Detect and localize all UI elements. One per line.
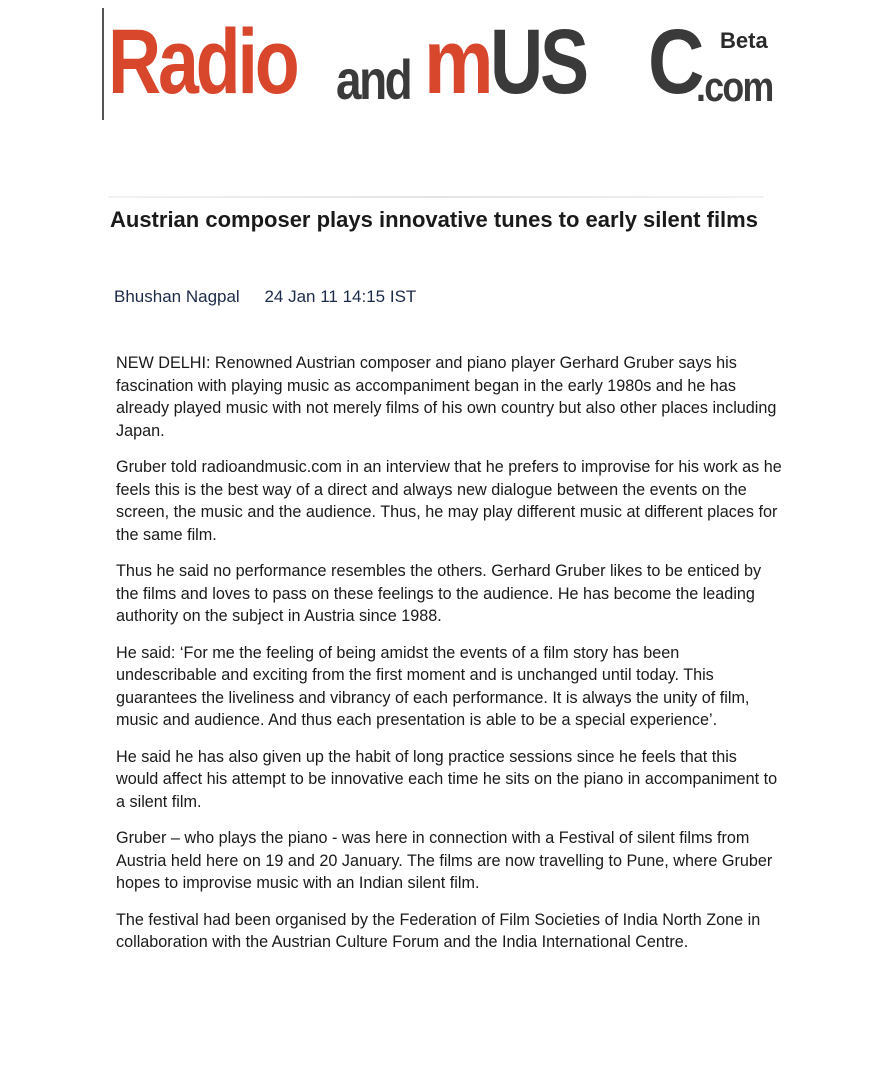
logo-divider-line (102, 8, 104, 120)
beta-badge: Beta (720, 28, 768, 53)
logo-c-text: C (648, 11, 702, 113)
article-paragraph: Gruber – who plays the piano - was here in connection with a Festival of silent films from Austria held here on 19 and 20 January. The films are now travelling to Pune, where Gruber hopes to improvise music with an Indian silent film. (116, 829, 773, 892)
article-paragraph: NEW DELHI: Renowned Austrian composer and piano player Gerhard Gruber says his fascination with playing music as accompaniment began in the early 1980s and he has already played music with not merely films of his own country but also other places including Japan. (116, 354, 777, 440)
author-name: Bhushan Nagpal (114, 287, 240, 306)
article-paragraph: He said: ‘For me the feeling of being amidst the events of a film story has been undescribable and exciting from the first moment and is unchanged until today. This guarantees the liveliness and vibrancy of each performance. It is always the unity of film, music and audience. And thus each presentation is able to be a special experience’. (116, 643, 750, 729)
article-paragraph: Gruber told radioandmusic.com in an interview that he prefers to improvise for his work as he feels this is the best way of a direct and always new dialogue between the events on the screen, the music and the audience. Thus, he may play different music at different places for the same film. (116, 458, 782, 544)
article-headline: Austrian composer plays innovative tunes to early silent films (110, 207, 758, 232)
byline (114, 287, 416, 307)
logo-and-text: and (336, 48, 411, 111)
logo-m-text: m (424, 11, 491, 113)
article-body (116, 352, 782, 968)
header-divider (108, 196, 764, 198)
article-paragraph: Thus he said no performance resembles the others. Gerhard Gruber likes to be enticed by the films and loves to pass on these feelings to the audience. He has become the leading authority on the subject in Austria since 1988. (116, 562, 762, 625)
article-paragraph: He said he has also given up the habit of long practice sessions since he feels that this would affect his attempt to be innovative each time he sits on the piano in accompaniment to a silent film. (116, 747, 778, 811)
site-logo[interactable] (108, 12, 788, 124)
logo-dotcom-text: .com (696, 63, 773, 110)
article-paragraph: The festival had been organised by the Federation of Film Societies of India North Zone in collaboration with the Austrian Culture Forum and the India International Centre. (116, 910, 761, 951)
publish-date: 24 Jan 11 14:15 IST (264, 287, 417, 306)
logo-radio-text: Radio (108, 11, 297, 113)
logo-us-text: US (490, 11, 586, 113)
